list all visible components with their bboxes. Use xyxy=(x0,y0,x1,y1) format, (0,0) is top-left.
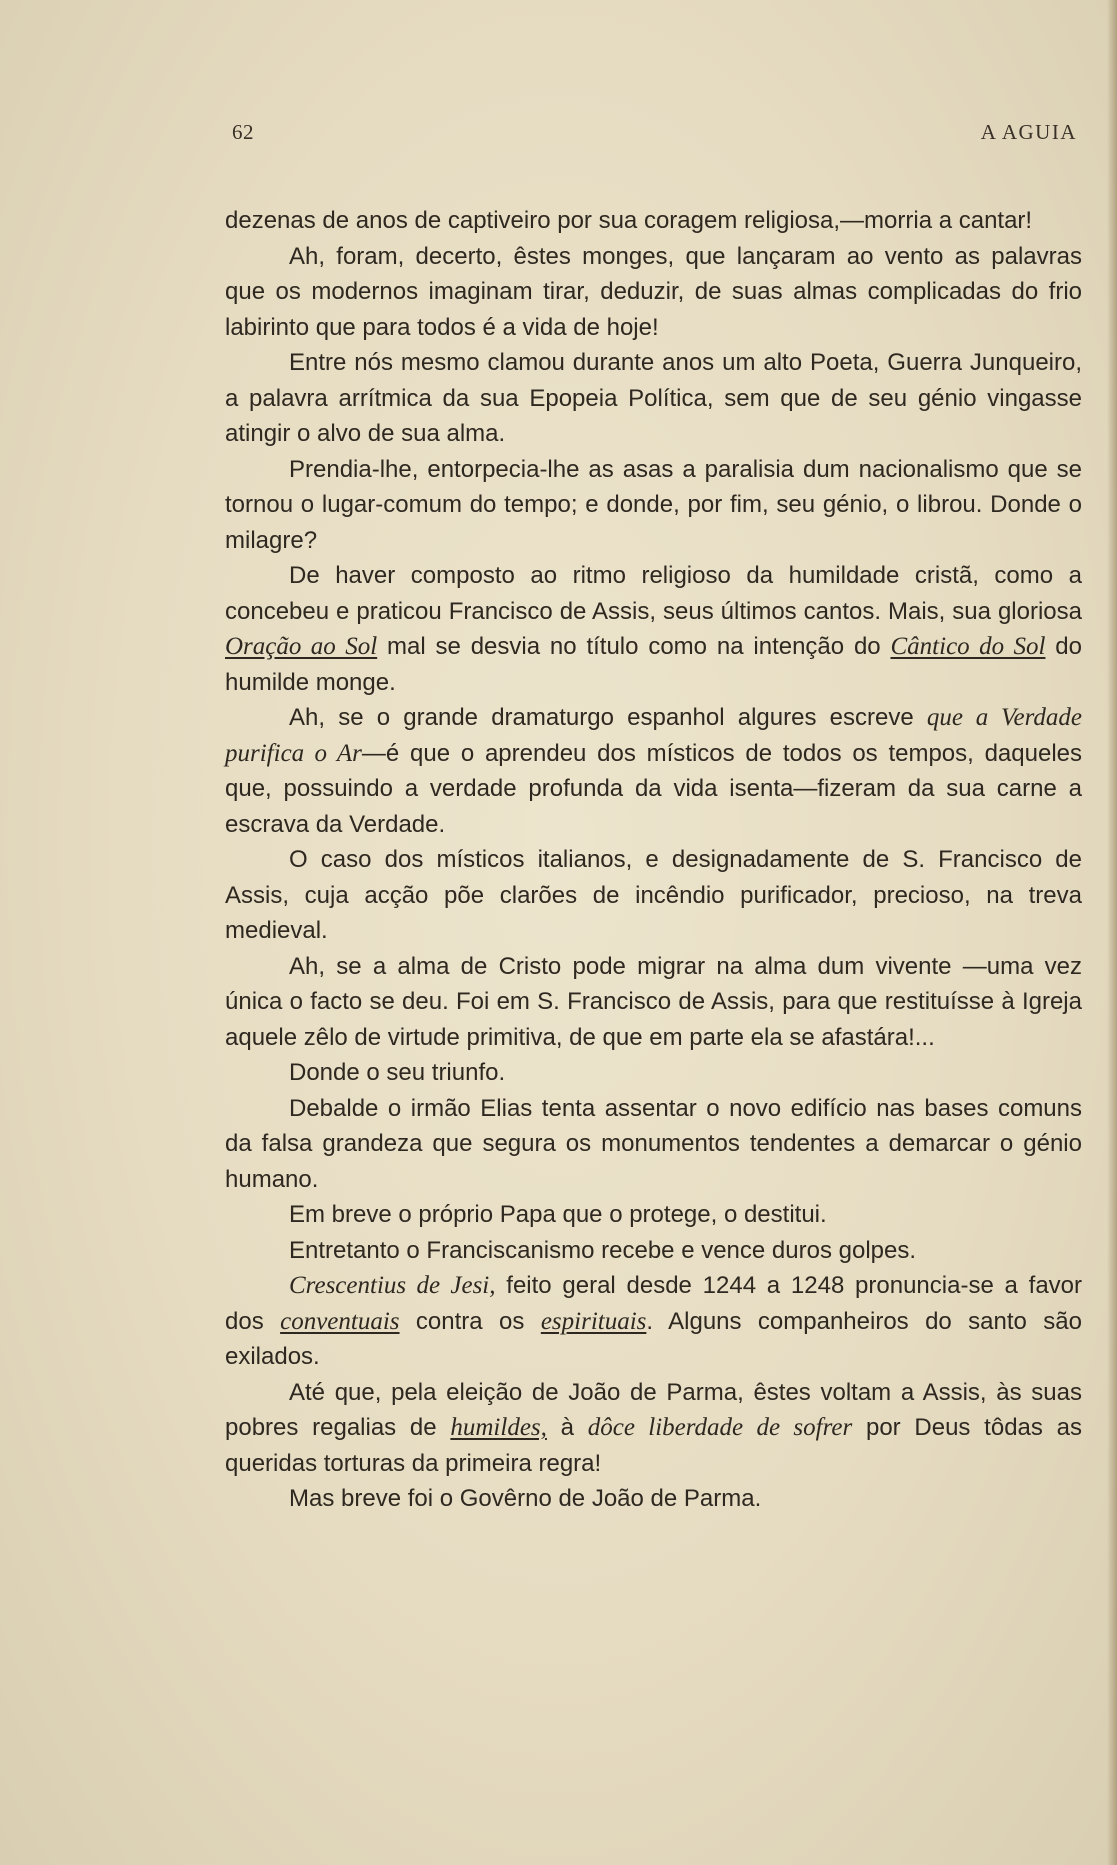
italic-text-run: que a Verdade purifica o Ar xyxy=(225,704,1082,767)
italic-text-run: Cântico do Sol xyxy=(890,633,1046,660)
paragraph xyxy=(225,558,1082,700)
text-run: à xyxy=(546,1414,588,1441)
text-run: Ah, foram, decerto, êstes monges, que lançaram ao vento as palavras que os modernos imaginam tirar, deduzir, de suas almas complicadas do frio labirinto que para todos é a vida de hoje! xyxy=(225,242,1082,341)
text-run: feito geral desde 1244 a 1248 pronuncia-se a favor dos xyxy=(225,1272,1083,1335)
page-number: 62 xyxy=(232,120,254,144)
text-run: De haver composto ao ritmo religioso da humildade cristã, como a concebeu e praticou Francisco de Assis, seus últimos cantos. Mais, sua gloriosa xyxy=(225,562,1082,625)
text-run: Mas breve foi o Govêrno de João de Parma. xyxy=(289,1485,762,1512)
paragraph xyxy=(225,1233,1082,1269)
italic-text-run: conventuais xyxy=(280,1307,400,1335)
text-run: Ah, se o grande dramaturgo espanhol algures escreve xyxy=(289,704,927,731)
text-run: Até que, pela eleição de João de Parma, êstes voltam a Assis, às suas pobres regalias de xyxy=(225,1378,1082,1441)
page-edge-shadow xyxy=(1107,0,1117,1865)
text-run: contra os xyxy=(399,1307,541,1335)
body-text xyxy=(225,203,1082,1517)
text-run: Entre nós mesmo clamou durante anos um alto Poeta, Guerra Junqueiro, a palavra arrítmica da sua Epopeia Política, sem que de seu génio vingasse atingir o alvo de sua alma. xyxy=(225,349,1082,447)
text-run: Entretanto o Franciscanismo recebe e vence duros golpes. xyxy=(289,1236,917,1264)
running-head xyxy=(232,120,1077,150)
paragraph xyxy=(225,203,1082,239)
italic-text-run: dôce liberdade de sofrer xyxy=(587,1414,853,1441)
text-run: —é que o aprendeu dos místicos de todos os tempos, daqueles que, possuindo a verdade profunda da vida isenta—fizeram da sua carne a escrava da Verdade. xyxy=(225,739,1083,838)
text-run: . Alguns companheiros do santo são exilados. xyxy=(225,1307,1082,1370)
paragraph xyxy=(225,842,1082,949)
paragraph xyxy=(225,1197,1082,1233)
text-run: Ah, se a alma de Cristo pode migrar na alma dum vivente —uma vez única o facto se deu. Foi em S. Francisco de Assis, para que restituísse à Igreja aquele zêlo de virtude primitiva, de que em parte ela se afastára!... xyxy=(225,952,1082,1051)
text-run: do humilde monge. xyxy=(225,633,1082,696)
text-run: Debalde o irmão Elias tenta assentar o novo edifício nas bases comuns da falsa grandeza que segura os monumentos tendentes a demarcar o génio humano. xyxy=(225,1094,1082,1193)
paragraph xyxy=(225,345,1082,452)
text-run: por Deus tôdas as queridas torturas da primeira regra! xyxy=(225,1414,1082,1477)
paragraph xyxy=(225,949,1082,1056)
italic-text-run: espirituais xyxy=(540,1307,647,1335)
text-run: Prendia-lhe, entorpecia-lhe as asas a paralisia dum nacionalismo que se tornou o lugar-comum do tempo; e donde, por fim, seu génio, o librou. Donde o milagre? xyxy=(225,455,1082,554)
paragraph xyxy=(225,1375,1082,1482)
italic-text-run: Oração ao Sol xyxy=(225,633,378,660)
paragraph xyxy=(225,1268,1082,1375)
italic-text-run: Crescentius de Jesi, xyxy=(289,1272,496,1299)
text-run: O caso dos místicos italianos, e designadamente de S. Francisco de Assis, cuja acção põe clarões de incêndio purificador, precioso, na treva medieval. xyxy=(225,846,1082,944)
text-run: dezenas de anos de captiveiro por sua coragem religiosa,—morria a cantar! xyxy=(225,207,1033,234)
journal-title: A AGUIA xyxy=(980,120,1077,144)
paragraph xyxy=(225,1091,1082,1198)
text-run: Donde o seu triunfo. xyxy=(289,1059,506,1086)
paragraph xyxy=(225,239,1082,346)
text-run: Em breve o próprio Papa que o protege, o destitui. xyxy=(289,1201,827,1228)
paragraph xyxy=(225,452,1082,559)
paragraph xyxy=(225,1055,1082,1091)
text-run: mal se desvia no título como na intenção do xyxy=(377,633,891,660)
paragraph xyxy=(225,1481,1082,1517)
italic-text-run: humildes, xyxy=(450,1414,547,1441)
paragraph xyxy=(225,700,1082,842)
